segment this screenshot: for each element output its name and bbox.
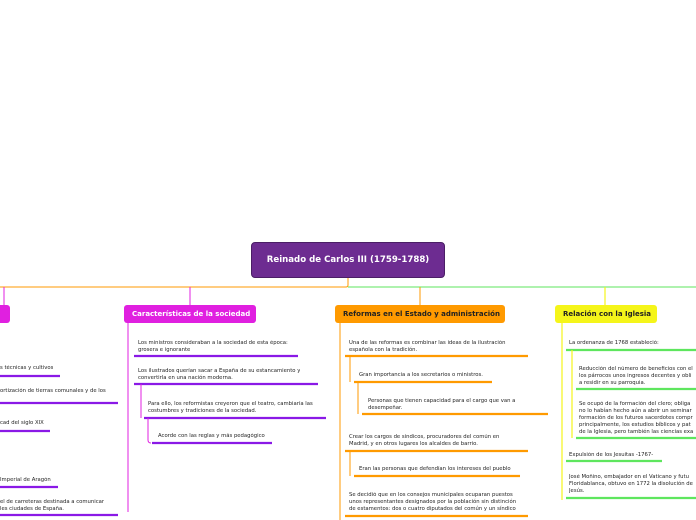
note-line: principalmente, los estudios bíblicos y pat [579,422,691,428]
note-line: Crear los cargos de síndicos, procuradores del común en [349,434,500,440]
note-line: Se ocupó de la formación del clero; obliga [579,401,691,407]
note-line: formación de los futuros sacerdotes compr [579,415,693,421]
note-reformas-intereses[interactable]: Eran las personas que defendían los intereses del pueblo [359,466,511,472]
note-sociedad-reglas[interactable]: Acorde con las reglas y más pedagógico [158,433,265,439]
category-label: Características de la sociedad [132,310,251,318]
note-iglesia-beneficios[interactable] [579,366,693,387]
note-line: costumbres y tradiciones de la sociedad. [148,408,257,414]
central-topic[interactable] [251,242,445,278]
note-left-carreteras[interactable]: el de carreteras destinada a comunicar [0,499,105,505]
note-sociedad-teatro[interactable] [148,401,313,415]
note-left-aragon[interactable]: Imperial de Aragón [0,477,51,483]
note-reformas-sindicos[interactable] [349,434,499,448]
note-left-amortizacion[interactable]: ortización de tierras comunales y de los [0,388,106,394]
note-line: Jesús. [569,488,585,494]
note-line: no lo habían hecho aún a abrir un seminar [579,408,692,414]
note-left-tecnicas[interactable]: s técnicas y cultivos [0,365,54,371]
note-line: Una de las reformas es combinar las ideas de la ilustración [349,340,506,346]
note-iglesia-monino[interactable] [569,474,693,495]
note-iglesia-ordenanza[interactable]: La ordenanza de 1768 estableció: [569,340,659,346]
note-line: los párrocos unos ingresos decentes y obli [579,373,692,379]
note-line: Los ministros consideraban a la sociedad de esta época: [138,340,288,346]
note-iglesia-jesuitas[interactable]: Expulsión de los Jesuitas -1767- [569,452,654,458]
note-line: Reducción del número de beneficios con el [579,366,693,372]
category-reformas[interactable] [335,305,505,323]
category-label: Relación con la Iglesia [563,310,652,318]
note-left-ciudades[interactable]: les ciudades de España. [0,506,64,512]
note-line: Los ilustrados querían sacar a España de su estancamiento y [138,368,301,374]
category-left-cut[interactable] [0,305,10,323]
note-line: Para ello, los reformistas creyeron que el teatro, cambiaría las [148,401,313,407]
note-line: Personas que tienen capacidad para el cargo que van a [368,398,516,404]
note-line: española con la tradición. [349,347,418,353]
note-line: de estamentos: dos o cuatro diputados del común y un síndico [349,506,516,512]
note-line: unos representantes designados por la población sin distinción [349,499,517,505]
category-iglesia[interactable] [555,305,657,323]
note-line: Se decidió que en los consejos municipales ocuparan puestos [349,492,513,498]
category-sociedad[interactable] [124,305,256,323]
note-reformas-secretarios[interactable]: Gran importancia a los secretarios o ministros. [359,372,483,378]
note-line: José Moñino, embajador en el Vaticano y futu [569,474,689,480]
note-line: a residir en su parroquia. [579,380,646,386]
note-line: desempeñar. [368,405,403,411]
note-sociedad-ministros[interactable] [138,340,288,354]
central-topic-label: Reinado de Carlos III (1759-1788) [266,254,430,265]
note-line: grosera e ignorante [138,347,191,353]
note-left-siglo[interactable]: cad del siglo XIX [0,420,44,426]
note-reformas-consejos[interactable] [349,492,516,513]
note-line: de la Iglesia, pero también las ciencias exa [579,429,694,435]
note-reformas-ideas[interactable] [349,340,506,354]
note-line: Floridablanca, obtuvo en 1772 la disolución de [569,481,693,487]
note-reformas-capacidad[interactable] [368,398,515,412]
note-iglesia-clero[interactable] [579,401,693,436]
note-line: convertirla en una nación moderna. [138,375,233,381]
category-label: Reformas en el Estado y administración [343,310,500,318]
note-line: Madrid, y en otros lugares los alcaldes de barrio. [349,441,478,447]
note-sociedad-ilustrados[interactable] [138,368,300,382]
